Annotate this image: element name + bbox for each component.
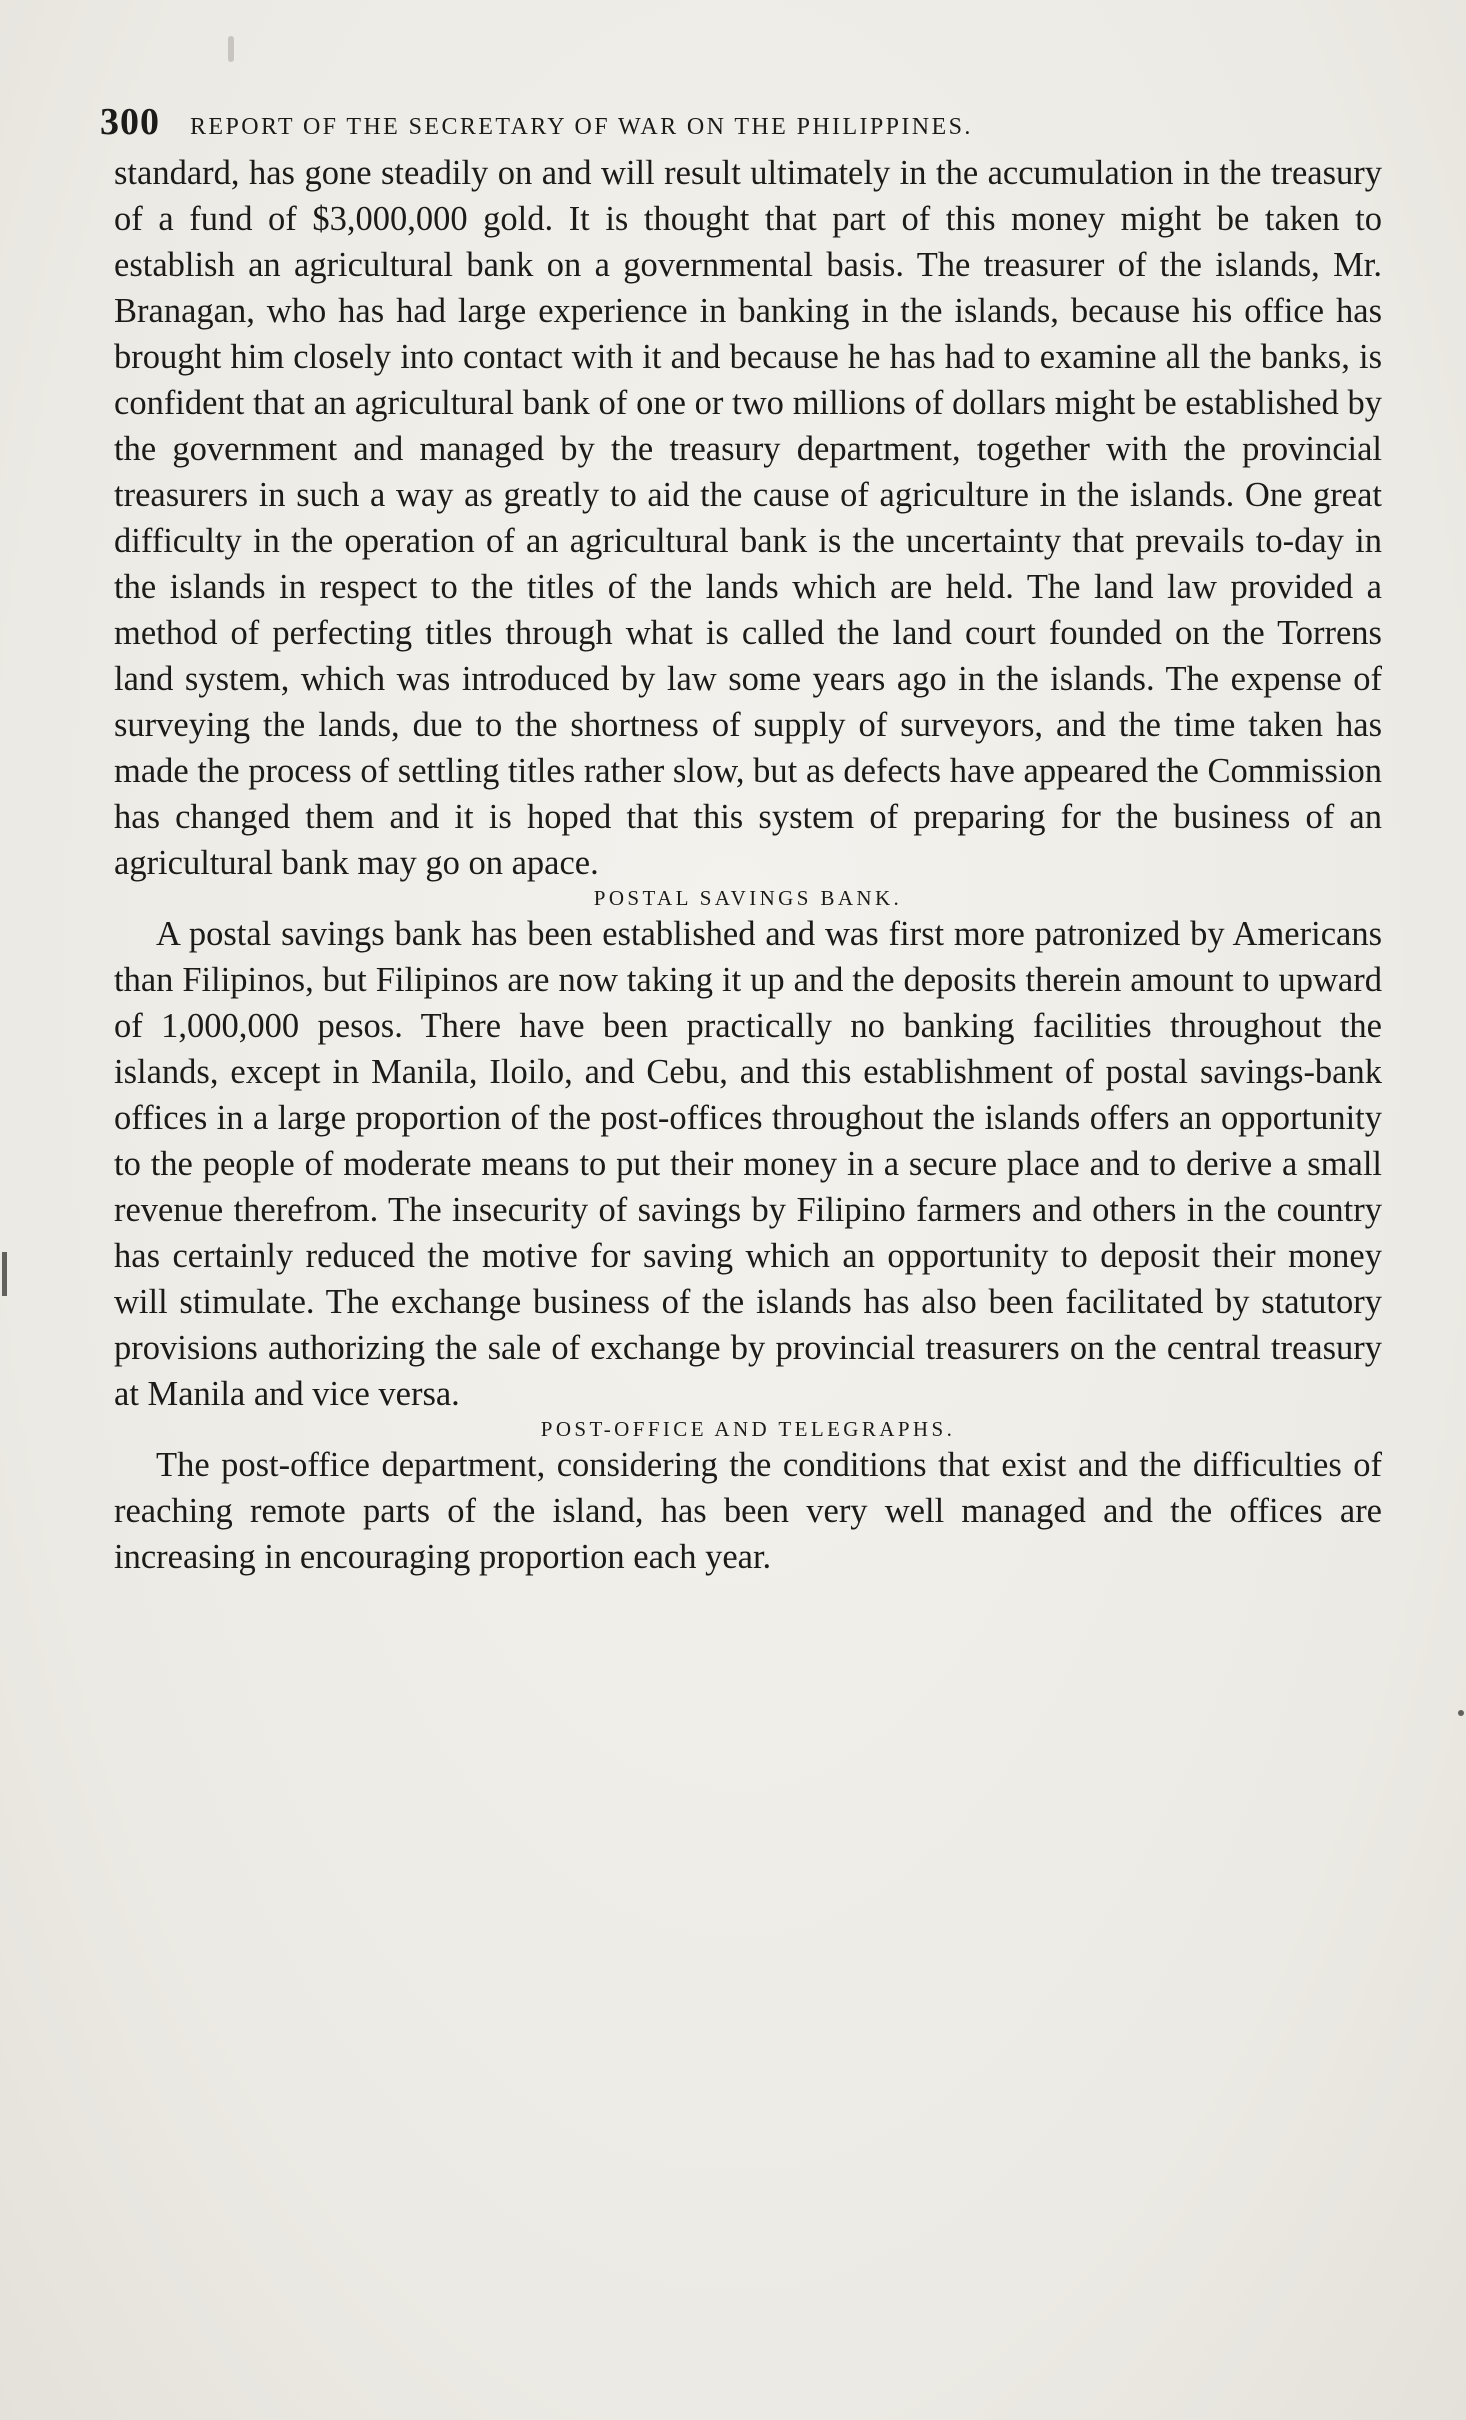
page-number: 300 bbox=[100, 101, 160, 143]
scan-margin-mark bbox=[2, 1252, 7, 1296]
paragraph-agricultural-bank: standard, has gone steadily on and will result ultimately in the accumulation in the treasury of a fund of $3,000,000 gold. It is thought that part of this money might be taken to establish an agricultural bank on a governmental basis. The treasurer of the islands, Mr. Branagan, who has had large experience in banking in the islands, because his office has brought him closely into contact with it and because he has had to examine all the banks, is confident that an agricultural bank of one or two millions of dollars might be established by the government and managed by the treasury department, together with the provincial treasurers in such a way as greatly to aid the cause of agriculture in the islands. One great difficulty in the operation of an agricultural bank is the uncertainty that prevails to-day in the islands in respect to the titles of the lands which are held. The land law provided a method of perfecting titles through what is called the land court founded on the Torrens land system, which was introduced by law some years ago in the islands. The expense of surveying the lands, due to the shortness of supply of surveyors, and the time taken has made the process of settling titles rather slow, but as defects have appeared the Commission has changed them and it is hoped that this system of preparing for the business of an agricultural bank may go on apace. bbox=[114, 154, 1382, 882]
scan-smudge bbox=[228, 36, 234, 62]
section-heading-post-office-telegraphs: POST-OFFICE AND TELEGRAPHS. bbox=[540, 1417, 956, 1441]
page-body bbox=[114, 150, 1382, 1580]
paragraph-postal-savings-bank: A postal savings bank has been established and was first more patronized by Americans than Filipinos, but Filipinos are now taking it up and the deposits therein amount to upward of 1,000,000 pesos. There have been practically no banking facilities throughout the islands, except in Manila, Iloilo, and Cebu, and this establishment of postal savings-bank offices in a large proportion of the post-offices throughout the islands offers an opportunity to the people of moderate means to put their money in a secure place and to derive a small revenue therefrom. The insecurity of savings by Filipino farmers and others in the country has certainly reduced the motive for saving which an opportunity to deposit their money will stimulate. The exchange business of the islands has also been facilitated by statutory provisions authorizing the sale of exchange by provincial treasurers on the central treasury at Manila and vice versa. bbox=[114, 915, 1382, 1413]
scan-margin-dot bbox=[1458, 1710, 1464, 1716]
running-title: REPORT OF THE SECRETARY OF WAR ON THE PHILIPPINES. bbox=[190, 114, 973, 140]
paragraph-post-office: The post-office department, considering the conditions that exist and the difficulties of reaching remote parts of the island, has been very well managed and the offices are increasing in encouraging proportion each year. bbox=[114, 1446, 1382, 1576]
running-header bbox=[100, 100, 1330, 146]
section-heading-postal-savings-bank: POSTAL SAVINGS BANK. bbox=[593, 886, 903, 910]
